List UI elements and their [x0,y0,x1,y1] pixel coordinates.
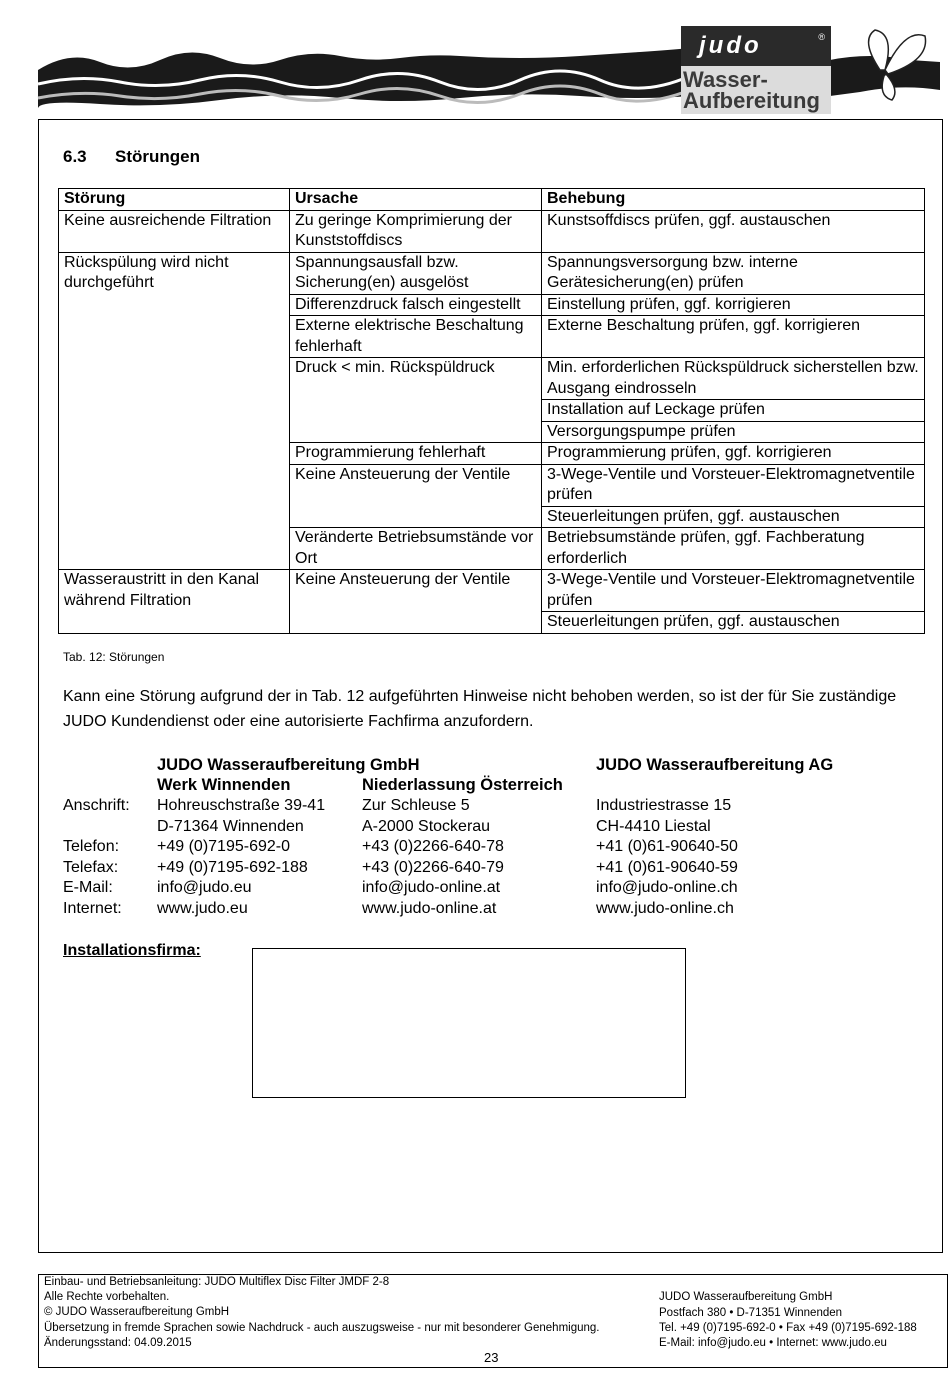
winnenden-fax: +49 (0)7195-692-188 [157,859,308,876]
company-ag-name: JUDO Wasseraufbereitung AG [596,756,834,774]
footer-right-line: Tel. +49 (0)7195-692-0 • Fax +49 (0)7195-692-188 [659,1322,917,1334]
swiss-email[interactable]: info@judo-online.ch [596,879,738,896]
footer-left-line: Übersetzung in fremde Sprachen sowie Nachdruck - auch auszugsweise - nur mit besonderer Genehmigung. [44,1322,600,1334]
swiss-street: Industriestrasse 15 [596,797,732,814]
column-header-ursache: Ursache [290,189,542,211]
table-row [59,570,925,612]
cell-ursache: Keine Ansteuerung der Ventile [290,570,542,634]
cell-behebung: Programmierung prüfen, ggf. korrigieren [542,443,925,465]
label-email: E-Mail: [63,879,113,896]
swiss-fax: +41 (0)61-90640-59 [596,859,738,876]
logo-brand-bar [681,26,831,66]
column-header-behebung: Behebung [542,189,925,211]
table-row [59,210,925,252]
cell-behebung: 3-Wege-Ventile und Vorsteuer-Elektromagnetventile prüfen [542,464,925,506]
footer-left-line: Alle Rechte vorbehalten. [44,1291,170,1303]
cell-behebung: Steuerleitungen prüfen, ggf. austauschen [542,612,925,634]
winnenden-street: Hohreuschstraße 39-41 [157,797,326,814]
cell-ursache: Keine Ansteuerung der Ventile [290,464,542,528]
footer-right-line: Postfach 380 • D-71351 Winnenden [659,1307,843,1319]
footer-right-line: JUDO Wasseraufbereitung GmbH [659,1291,833,1303]
winnenden-city: D-71364 Winnenden [157,818,304,835]
site-austria-heading: Niederlassung Österreich [362,776,563,794]
logo-subtitle-box [681,66,831,114]
cell-behebung: Externe Beschaltung prüfen, ggf. korrigieren [542,316,925,358]
logo-line-1: Wasser- [683,67,768,92]
installation-stamp-box [252,948,686,1098]
site-winnenden-heading: Werk Winnenden [157,776,291,794]
label-internet: Internet: [63,900,122,917]
footer-left-line: Einbau- und Betriebsanleitung: JUDO Multiflex Disc Filter JMDF 2-8 [44,1276,390,1288]
winnenden-phone: +49 (0)7195-692-0 [157,838,290,855]
cell-behebung: Installation auf Leckage prüfen [542,400,925,422]
winnenden-email[interactable]: info@judo.eu [157,879,252,896]
cell-behebung: Einstellung prüfen, ggf. korrigieren [542,294,925,316]
judo-logo [681,26,831,114]
cell-behebung: Versorgungspumpe prüfen [542,421,925,443]
swiss-city: CH-4410 Liestal [596,818,711,835]
section-number: 6.3 [63,147,87,166]
label-fax: Telefax: [63,859,119,876]
austria-email[interactable]: info@judo-online.at [362,879,501,896]
footer-right-line: E-Mail: info@judo.eu • Internet: www.judo.eu [659,1337,887,1349]
cell-behebung: Min. erforderlichen Rückspüldruck sicherstellen bzw. Ausgang eindrosseln [542,358,925,400]
cell-ursache: Externe elektrische Beschaltung fehlerhaft [290,316,542,358]
table-row [59,252,925,294]
installation-label: Installationsfirma: [63,942,201,959]
cell-ursache: Spannungsausfall bzw. Sicherung(en) ausgelöst [290,252,542,294]
austria-street: Zur Schleuse 5 [362,797,470,814]
cell-stoerung: Keine ausreichende Filtration [59,210,290,252]
austria-fax: +43 (0)2266-640-79 [362,859,504,876]
body-paragraph: Kann eine Störung aufgrund der in Tab. 12 aufgeführten Hinweise nicht behoben werden, so ist der für Sie zuständige JUDO Kundendienst oder eine autorisierte Fachfirma anzufordern. [63,688,897,730]
cell-behebung: Spannungsversorgung bzw. interne Gerätesicherung(en) prüfen [542,252,925,294]
footer-left-line: Änderungsstand: 04.09.2015 [44,1337,192,1349]
austria-web[interactable]: www.judo-online.at [362,900,497,917]
column-header-stoerung: Störung [59,189,290,211]
cell-stoerung: Wasseraustritt in den Kanal während Filtration [59,570,290,634]
cell-ursache: Veränderte Betriebsumstände vor Ort [290,528,542,570]
section-heading [63,147,200,167]
troubleshooting-table [58,188,925,634]
cell-behebung: Steuerleitungen prüfen, ggf. austauschen [542,506,925,528]
swiss-web[interactable]: www.judo-online.ch [596,900,734,917]
logo-brand-text: judo [699,32,762,59]
cell-ursache: Differenzdruck falsch eingestellt [290,294,542,316]
cell-behebung: 3-Wege-Ventile und Vorsteuer-Elektromagnetventile prüfen [542,570,925,612]
winnenden-web[interactable]: www.judo.eu [157,900,248,917]
table-header-row [59,189,925,211]
cell-behebung: Kunstsoffdiscs prüfen, ggf. austauschen [542,210,925,252]
footer-left-line: © JUDO Wasseraufbereitung GmbH [44,1306,230,1318]
company-gmbh-name: JUDO Wasseraufbereitung GmbH [157,756,420,774]
cell-ursache: Programmierung fehlerhaft [290,443,542,465]
logo-line-2: Aufbereitung [683,88,820,113]
label-address: Anschrift: [63,797,130,814]
austria-city: A-2000 Stockerau [362,818,491,835]
austria-phone: +43 (0)2266-640-78 [362,838,504,855]
label-phone: Telefon: [63,838,120,855]
table-caption: Tab. 12: Störungen [63,650,165,664]
page-number: 23 [484,1350,499,1365]
cell-ursache: Druck < min. Rückspüldruck [290,358,542,443]
swiss-phone: +41 (0)61-90640-50 [596,838,738,855]
cell-stoerung: Rückspülung wird nicht durchgeführt [59,252,290,570]
section-title: Störungen [115,147,200,166]
cell-behebung: Betriebsumstände prüfen, ggf. Fachberatung erforderlich [542,528,925,570]
logo-registered-mark: ® [818,32,825,42]
cell-ursache: Zu geringe Komprimierung der Kunststoffdiscs [290,210,542,252]
